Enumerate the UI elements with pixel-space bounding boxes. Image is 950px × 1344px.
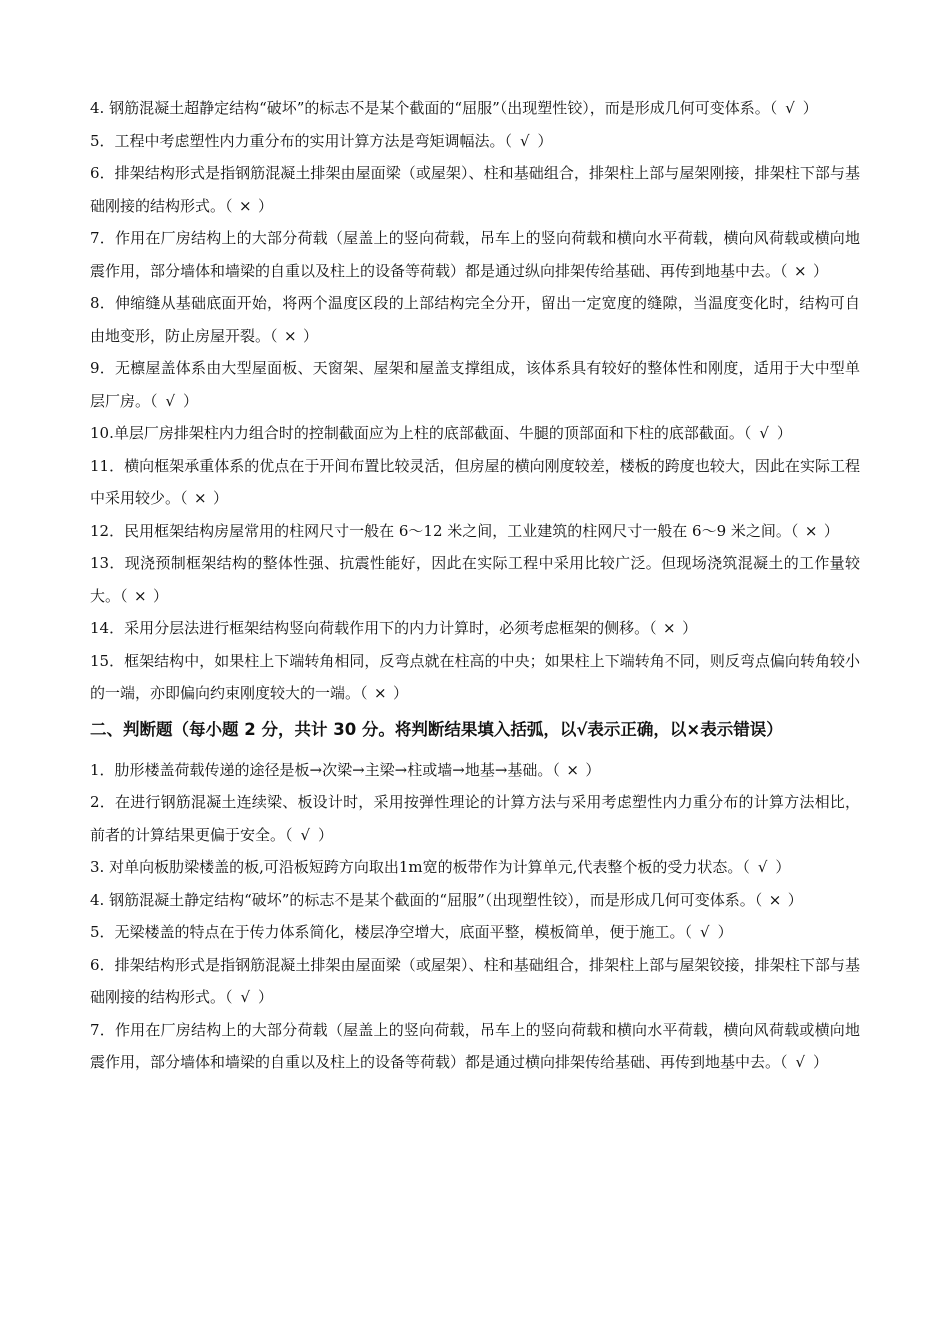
close-paren: ） xyxy=(183,391,199,410)
question-text: 3. 对单向板肋梁楼盖的板,可沿板短跨方向取出1m宽的板带作为计算单元,代表整个板的受力状态。（ xyxy=(90,858,750,876)
question-item xyxy=(90,754,860,787)
section-heading: 二、判断题（每小题 2 分，共计 30 分。将判断结果填入括弧，以√表示正确，以×表示错误） xyxy=(90,719,783,739)
question-item xyxy=(90,222,860,287)
question-text: 11．横向框架承重体系的优点在于开间布置比较灵活，但房屋的横向刚度较差，楼板的跨度也较大，因此在实际工程中采用较少。（ xyxy=(90,456,860,507)
close-paren: ） xyxy=(823,521,839,540)
answer-mark: √ xyxy=(759,424,769,442)
answer-mark: × xyxy=(793,261,807,280)
close-paren: ） xyxy=(258,988,274,1006)
answer-mark: × xyxy=(804,521,818,540)
close-paren: ） xyxy=(717,923,733,941)
answer-mark: √ xyxy=(700,923,710,941)
close-paren: ） xyxy=(813,261,829,280)
question-text: 13．现浇预制框架结构的整体性强、抗震性能好，因此在实际工程中采用比较广泛。但现场浇筑混凝土的工作量较大。（ xyxy=(90,554,860,605)
answer-mark: × xyxy=(768,890,782,909)
answer-mark: × xyxy=(238,196,252,215)
question-item xyxy=(90,287,860,352)
close-paren: ） xyxy=(213,489,229,507)
section1-list xyxy=(90,92,860,710)
question-item xyxy=(90,851,860,884)
close-paren: ） xyxy=(776,424,792,442)
close-paren: ） xyxy=(813,1053,829,1071)
answer-mark: √ xyxy=(757,858,768,876)
question-text: 15．框架结构中，如果柱上下端转角相同，反弯点就在柱高的中央；如果柱上下端转角不同，则反弯点偏向转角较小的一端，亦即偏向约束刚度较大的一端。（ xyxy=(90,651,860,702)
question-item xyxy=(90,515,860,548)
question-item xyxy=(90,450,860,515)
question-text: 1．肋形楼盖荷载传递的途径是板→次梁→主梁→柱或墙→地基→基础。（ xyxy=(90,760,560,779)
question-text: 10.单层厂房排架柱内力组合时的控制截面应为上柱的底部截面、牛腿的顶部面和下柱的底部截面。（ xyxy=(90,424,752,442)
close-paren: ） xyxy=(585,760,601,779)
question-text: 9．无檩屋盖体系由大型屋面板、天窗架、屋架和屋盖支撑组成，该体系具有较好的整体性和刚度，适用于大中型单层厂房。（ xyxy=(90,359,860,410)
close-paren: ） xyxy=(802,99,818,117)
question-item xyxy=(90,949,860,1014)
question-item xyxy=(90,786,860,851)
question-text: 12．民用框架结构房屋常用的柱网尺寸一般在 6～12 米之间，工业建筑的柱网尺寸一般在 6～9 米之间。（ xyxy=(90,521,799,540)
answer-mark: × xyxy=(566,760,579,779)
question-text: 2．在进行钢筋混凝土连续梁、板设计时，采用按弹性理论的计算方法与采用考虑塑性内力重分布的计算方法相比，前者的计算结果更偏于安全。（ xyxy=(90,793,860,844)
question-item xyxy=(90,547,860,612)
question-text: 6．排架结构形式是指钢筋混凝土排架由屋面梁（或屋架）、柱和基础组合，排架柱上部与屋架刚接，排架柱下部与基础刚接的结构形式。（ xyxy=(90,164,860,215)
question-text: 7．作用在厂房结构上的大部分荷载（屋盖上的竖向荷载，吊车上的竖向荷载和横向水平荷载，横向风荷载或横向地震作用，部分墙体和墙梁的自重以及柱上的设备等荷载）都是通过纵向排架传给基础、再传到地基中去。（ xyxy=(90,229,860,280)
close-paren: ） xyxy=(153,586,169,605)
answer-mark: √ xyxy=(165,391,176,410)
question-item xyxy=(90,1014,860,1079)
answer-mark: × xyxy=(283,326,297,345)
question-text: 7．作用在厂房结构上的大部分荷载（屋盖上的竖向荷载，吊车上的竖向荷载和横向水平荷载，横向风荷载或横向地震作用，部分墙体和墙梁的自重以及柱上的设备等荷载）都是通过横向排架传给基础、再传到地基中去。（ xyxy=(90,1020,860,1071)
answer-mark: × xyxy=(373,684,387,702)
answer-mark: √ xyxy=(300,825,311,844)
question-item xyxy=(90,352,860,417)
question-item xyxy=(90,645,860,710)
question-item xyxy=(90,417,860,450)
answer-mark: √ xyxy=(240,988,251,1006)
close-paren: ） xyxy=(682,619,698,637)
question-item xyxy=(90,916,860,949)
question-text: 4. 钢筋混凝土静定结构“破坏”的标志不是某个截面的“屈服”（出现塑性铰），而是形成几何可变体系。（ xyxy=(90,890,763,909)
question-text: 14．采用分层法进行框架结构竖向荷载作用下的内力计算时，必须考虑框架的侧移。（ xyxy=(90,619,657,637)
question-item xyxy=(90,612,860,645)
answer-mark: √ xyxy=(520,131,530,150)
close-paren: ） xyxy=(393,684,409,702)
answer-mark: × xyxy=(663,619,676,637)
close-paren: ） xyxy=(537,131,553,150)
answer-mark: × xyxy=(133,586,147,605)
close-paren: ） xyxy=(775,858,791,876)
answer-mark: √ xyxy=(795,1053,806,1071)
close-paren: ） xyxy=(318,825,334,844)
question-text: 5．工程中考虑塑性内力重分布的实用计算方法是弯矩调幅法。（ xyxy=(90,131,513,150)
section2-list xyxy=(90,754,860,1079)
answer-mark: × xyxy=(193,489,207,507)
answer-mark: √ xyxy=(785,99,795,117)
document-content xyxy=(90,92,860,1079)
question-item xyxy=(90,157,860,222)
question-item xyxy=(90,884,860,917)
question-text: 4. 钢筋混凝土超静定结构“破坏”的标志不是某个截面的“屈服”（出现塑性铰），而是形成几何可变体系。（ xyxy=(90,99,778,117)
question-text: 6．排架结构形式是指钢筋混凝土排架由屋面梁（或屋架）、柱和基础组合，排架柱上部与屋架铰接，排架柱下部与基础刚接的结构形式。（ xyxy=(90,955,860,1006)
close-paren: ） xyxy=(787,890,803,909)
close-paren: ） xyxy=(258,196,274,215)
question-item xyxy=(90,125,860,158)
question-text: 5．无梁楼盖的特点在于传力体系简化，楼层净空增大，底面平整，模板简单，便于施工。（ xyxy=(90,923,693,941)
question-text: 8．伸缩缝从基础底面开始，将两个温度区段的上部结构完全分开，留出一定宽度的缝隙，当温度变化时，结构可自由地变形，防止房屋开裂。（ xyxy=(90,294,860,345)
question-item xyxy=(90,92,860,125)
close-paren: ） xyxy=(303,326,319,345)
